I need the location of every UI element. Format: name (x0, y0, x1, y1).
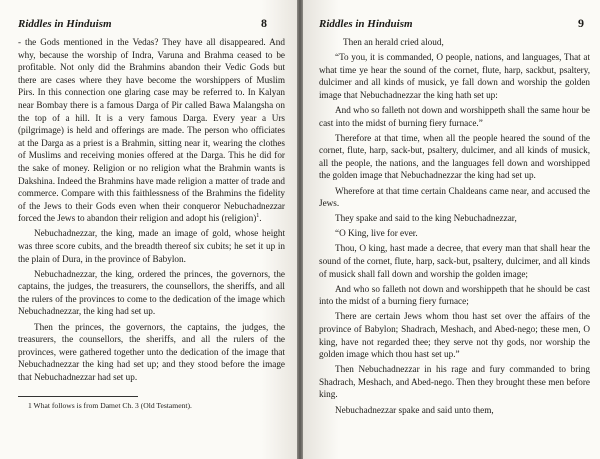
paragraph: Then Nebuchadnezzar in his rage and fury commanded to bring Shadrach, Meshach, and Abed-nego. Then they brought these men before king. (319, 364, 590, 400)
paragraph: Nebuchadnezzar spake and said unto them, (335, 404, 494, 415)
paragraph: And who so falleth not down and worshippeth shall the same hour be cast into the midst of burning fiery furnace.” (319, 104, 590, 128)
footnote-divider (18, 396, 138, 397)
paragraph: “To you, it is commanded, O people, nations, and languages, That at what time ye hear the sound of the cornet, flute, harp, sackbut, psaltery, dulcimer and all kinds of musick, ye fall down and worship the golden image that Nebuchadnezzar the king hath set up: (319, 52, 590, 100)
left-page-header (18, 16, 285, 36)
page-number: 8 (261, 16, 267, 30)
paragraph: There are certain Jews whom thou hast set over the affairs of the province of Babylon; Shadrach, Meshach, and Abed-nego; these men, O king, have not regarded thee; they serve not thy gods, nor worship the golden image which thou hast set up.” (319, 311, 590, 360)
paragraph: And who so falleth not down and worshippeth that he should be cast into the midst of a burning fiery furnace; (319, 283, 590, 307)
paragraph: Nebuchadnezzar, the king, made an image of gold, whose height was three score cubits, and the breadth thereof six cubits; he set it up in the plain of Dura, in the province of Babylon. (18, 228, 285, 264)
paragraph-text: - the Gods mentioned in the Vedas? They have all disappeared. And why, because the worship of Indra, Varuna and Brahma ceased to be profitable. Not only did the Brahmins abandon their Vedic Gods but there are cases where they have become the worshippers of Muslim Pirs. In this connection one glaring case may be referred to. In Kalyan near Bombay there is a famous Darga of Pir called Bawa Malangsha on the top of a hill. It is a very famous Darga. Every year a Urs (pilgrimage) is held and offerings are made. The person who officiates at the Darga as a priest is a Brahmin, sitting near it, wearing the clothes of Muslims and receiving monies offered at the Darga. This he did for the sake of money. Religion or no religion what the Brahmin wants is Dakshina. Indeed the Brahmins have made religion a matter of trade and commerce. Compare with this faithlessness of the Brahmins the fidelity of the Jews to their Gods even when their conqueror Nebuchadnezzar forced the Jews to abandon their religion and adopt his (religion) (18, 37, 285, 224)
page-number: 9 (578, 16, 584, 30)
paragraph: “O King, live for ever. (335, 228, 418, 239)
paragraph: Wherefore at that time certain Chaldeans came near, and accused the Jews. (319, 185, 590, 209)
left-page-body (18, 36, 285, 384)
paragraph: Then the princes, the governors, the captains, the judges, the treasurers, the counsellors, the sheriffs, and all the rulers of the provinces, were gathered together unto the dedication of the image that Nebuchadnezzar the king had set up; and they stood before the image that Nebuchadnezzar had set up. (18, 321, 285, 382)
right-page (303, 0, 600, 459)
right-page-header (319, 16, 590, 36)
paragraph: Therefore at that time, when all the people heared the sound of the cornet, flute, harp, sack-but, psaltery, dulcimer, and all kinds of musick, all the people, the nations, and the languages fell down and worshipped the golden image that Nebuchadnezzar the king had set up. (319, 132, 590, 181)
footnote: 1 What follows is from Damet Ch. 3 (Old Testament). (28, 400, 192, 410)
paragraph: Then an herald cried aloud, (343, 37, 444, 47)
paragraph: Thou, O king, hast made a decree, that every man that shall hear the sound of the cornet, flute, harp, sack-but, psaltery, dulcimer, and all kinds of musick shall fall down and worship the golden image; (319, 243, 590, 279)
right-page-body (319, 36, 590, 416)
paragraph: - the Gods mentioned in the Vedas? They have all disappeared. And why, because the worship of Indra, Varuna and Brahma ceased to be profitable. Not only did the Brahmins abandon their Vedic Gods but there are cases where they have become the worshippers of Muslim Pirs. In this connection one glaring case may be referred to. In Kalyan near Bombay there is a famous Darga of Pir called Bawa Malangsha on the top of a hill. It is a very famous Darga. Every year a Urs (pilgrimage) is held and offerings are made. The person who officiates at the Darga as a priest is a Brahmin, sitting near it, wearing the clothes of Muslims and receiving monies offered at the Darga. This he did for the sake of money. Religion or no religion what the Brahmin wants is Dakshina. Indeed the Brahmins have made religion a matter of trade and commerce. Compare with this faithlessness of the Brahmins the fidelity of the Jews to their Gods even when their conqueror Nebuchadnezzar forced the Jews to abandon their religion and adopt his (religion)$^1$. (18, 37, 285, 224)
paragraph: They spake and said to the king Nebuchadnezzar, (335, 213, 517, 224)
paragraph: Nebuchadnezzar, the king, ordered the princes, the governors, the captains, the judges, the treasurers, the counsellors, the sheriffs, and all the rulers of the provinces to come to the dedication of the image which Nebuchadnezzar, the king had set up. (18, 268, 285, 317)
running-head: Riddles in Hinduism (319, 18, 413, 30)
left-page (0, 0, 297, 459)
footnote-marker: 1 (256, 213, 260, 220)
running-head: Riddles in Hinduism (18, 18, 112, 30)
